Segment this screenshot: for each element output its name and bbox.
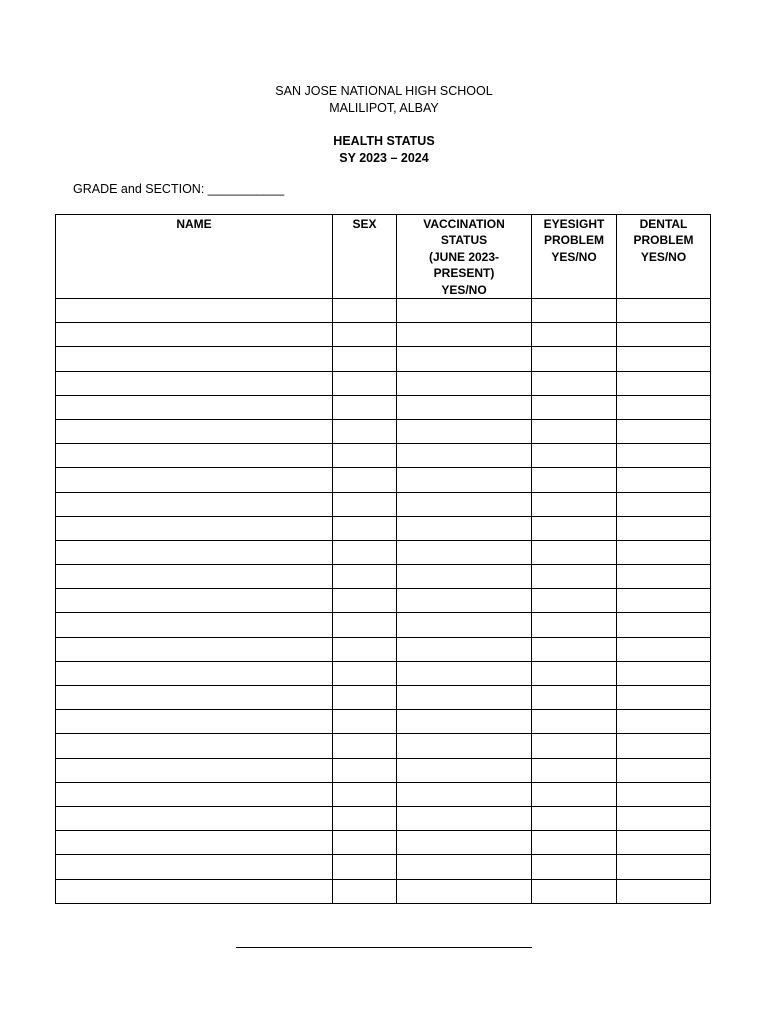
table-row [56,565,711,589]
grade-section-line [73,181,284,197]
table-row [56,323,711,347]
sex-cell[interactable] [333,686,397,710]
header-line: PROBLEM [544,233,604,248]
eyesight-cell[interactable] [532,734,617,758]
header-line: PROBLEM [633,233,694,248]
table-row [56,855,711,879]
eyesight-cell[interactable] [532,540,617,564]
vaccination-cell[interactable] [397,419,532,443]
name-cell[interactable] [56,734,333,758]
dental-cell[interactable] [617,661,711,685]
dental-cell[interactable] [617,831,711,855]
dental-cell[interactable] [617,540,711,564]
sex-cell[interactable] [333,540,397,564]
table-row [56,710,711,734]
sex-cell[interactable] [333,710,397,734]
dental-cell[interactable] [617,613,711,637]
name-cell[interactable] [56,299,333,323]
dental-cell[interactable] [617,806,711,830]
sex-cell[interactable] [333,492,397,516]
column-header-vaccination-status [397,215,532,299]
name-cell[interactable] [56,492,333,516]
vaccination-cell[interactable] [397,710,532,734]
dental-cell[interactable] [617,565,711,589]
eyesight-cell[interactable] [532,710,617,734]
dental-cell[interactable] [617,734,711,758]
header-line: EYESIGHT [543,217,605,231]
vaccination-cell[interactable] [397,879,532,903]
name-cell[interactable] [56,419,333,443]
vaccination-cell[interactable] [397,734,532,758]
eyesight-cell[interactable] [532,419,617,443]
eyesight-cell[interactable] [532,492,617,516]
eyesight-cell[interactable] [532,758,617,782]
table-row [56,782,711,806]
column-header-name [56,215,333,299]
table-row [56,492,711,516]
title-main: HEALTH STATUS [333,134,435,148]
name-cell[interactable] [56,516,333,540]
vaccination-cell[interactable] [397,782,532,806]
header-line: YES/NO [551,249,597,264]
eyesight-cell[interactable] [532,323,617,347]
eyesight-cell[interactable] [532,589,617,613]
vaccination-cell[interactable] [397,468,532,492]
vaccination-cell[interactable] [397,589,532,613]
table-row [56,806,711,830]
sex-cell[interactable] [333,879,397,903]
vaccination-cell[interactable] [397,371,532,395]
table-row [56,468,711,492]
header-line: YES/NO [640,249,687,264]
header-line: VACCINATION [423,217,505,231]
eyesight-cell[interactable] [532,468,617,492]
header-line: YES/NO [441,282,487,297]
name-cell[interactable] [56,758,333,782]
signature-line [236,945,532,948]
name-cell[interactable] [56,806,333,830]
sex-cell[interactable] [333,444,397,468]
sex-cell[interactable] [333,468,397,492]
sex-cell[interactable] [333,589,397,613]
dental-cell[interactable] [617,758,711,782]
name-cell[interactable] [56,637,333,661]
vaccination-cell[interactable] [397,395,532,419]
school-name: SAN JOSE NATIONAL HIGH SCHOOL [275,84,493,98]
eyesight-cell[interactable] [532,806,617,830]
table-row [56,686,711,710]
table-row [56,734,711,758]
dental-cell[interactable] [617,710,711,734]
vaccination-cell[interactable] [397,613,532,637]
name-cell[interactable] [56,371,333,395]
table-row [56,637,711,661]
column-header-eyesight-problem [532,215,617,299]
eyesight-cell[interactable] [532,855,617,879]
dental-cell[interactable] [617,323,711,347]
vaccination-cell[interactable] [397,855,532,879]
sex-cell[interactable] [333,299,397,323]
table-row [56,758,711,782]
column-header-dental-problem [617,215,711,299]
dental-cell[interactable] [617,395,711,419]
eyesight-cell[interactable] [532,299,617,323]
vaccination-cell[interactable] [397,806,532,830]
table-row [56,444,711,468]
column-header-sex [333,215,397,299]
table-row [56,299,711,323]
document-title [0,133,768,166]
sex-cell[interactable] [333,347,397,371]
header-line: STATUS [440,233,488,248]
eyesight-cell[interactable] [532,516,617,540]
dental-cell[interactable] [617,516,711,540]
name-cell[interactable] [56,468,333,492]
dental-cell[interactable] [617,637,711,661]
vaccination-cell[interactable] [397,565,532,589]
table-row [56,419,711,443]
name-cell[interactable] [56,347,333,371]
name-cell[interactable] [56,323,333,347]
name-cell[interactable] [56,879,333,903]
name-cell[interactable] [56,395,333,419]
vaccination-cell[interactable] [397,492,532,516]
dental-cell[interactable] [617,468,711,492]
sex-cell[interactable] [333,516,397,540]
name-cell[interactable] [56,710,333,734]
name-cell[interactable] [56,855,333,879]
sex-cell[interactable] [333,371,397,395]
table-row [56,589,711,613]
name-cell[interactable] [56,613,333,637]
table-row [56,879,711,903]
eyesight-cell[interactable] [532,879,617,903]
name-cell[interactable] [56,661,333,685]
table-row [56,540,711,564]
sex-cell[interactable] [333,661,397,685]
sex-cell[interactable] [333,734,397,758]
header-line: SEX [352,217,377,231]
dental-cell[interactable] [617,419,711,443]
sex-cell[interactable] [333,395,397,419]
vaccination-cell[interactable] [397,299,532,323]
vaccination-cell[interactable] [397,758,532,782]
vaccination-cell[interactable] [397,661,532,685]
eyesight-cell[interactable] [532,613,617,637]
name-cell[interactable] [56,565,333,589]
eyesight-cell[interactable] [532,686,617,710]
eyesight-cell[interactable] [532,347,617,371]
header-line: NAME [176,217,212,231]
vaccination-cell[interactable] [397,831,532,855]
dental-cell[interactable] [617,686,711,710]
name-cell[interactable] [56,444,333,468]
sex-cell[interactable] [333,323,397,347]
vaccination-cell[interactable] [397,637,532,661]
table-row [56,516,711,540]
school-location: MALILIPOT, ALBAY [329,100,439,115]
sex-cell[interactable] [333,419,397,443]
table-row [56,613,711,637]
dental-cell[interactable] [617,782,711,806]
dental-cell[interactable] [617,855,711,879]
health-status-table [55,214,711,904]
name-cell[interactable] [56,831,333,855]
dental-cell[interactable] [617,589,711,613]
school-header [0,83,768,116]
sex-cell[interactable] [333,806,397,830]
eyesight-cell[interactable] [532,831,617,855]
sex-cell[interactable] [333,613,397,637]
dental-cell[interactable] [617,371,711,395]
table-row [56,831,711,855]
grade-section-blank: ___________ [207,182,285,196]
name-cell[interactable] [56,540,333,564]
eyesight-cell[interactable] [532,782,617,806]
table-body [56,299,711,904]
eyesight-cell[interactable] [532,444,617,468]
sex-cell[interactable] [333,758,397,782]
grade-section-label: GRADE and SECTION: [73,182,205,196]
name-cell[interactable] [56,686,333,710]
dental-cell[interactable] [617,299,711,323]
name-cell[interactable] [56,589,333,613]
sex-cell[interactable] [333,565,397,589]
title-school-year: SY 2023 – 2024 [339,150,429,165]
eyesight-cell[interactable] [532,371,617,395]
header-line: (JUNE 2023- [428,249,500,264]
vaccination-cell[interactable] [397,516,532,540]
table-row [56,347,711,371]
vaccination-cell[interactable] [397,444,532,468]
vaccination-cell[interactable] [397,540,532,564]
table-row [56,371,711,395]
header-line: DENTAL [639,217,688,231]
sex-cell[interactable] [333,782,397,806]
vaccination-cell[interactable] [397,323,532,347]
table-row [56,661,711,685]
eyesight-cell[interactable] [532,661,617,685]
eyesight-cell[interactable] [532,637,617,661]
sex-cell[interactable] [333,855,397,879]
sex-cell[interactable] [333,831,397,855]
table-row [56,395,711,419]
eyesight-cell[interactable] [532,565,617,589]
header-line: PRESENT) [433,266,495,281]
table-header-row [56,215,711,299]
dental-cell[interactable] [617,347,711,371]
vaccination-cell[interactable] [397,686,532,710]
dental-cell[interactable] [617,492,711,516]
dental-cell[interactable] [617,879,711,903]
sex-cell[interactable] [333,637,397,661]
dental-cell[interactable] [617,444,711,468]
eyesight-cell[interactable] [532,395,617,419]
name-cell[interactable] [56,782,333,806]
vaccination-cell[interactable] [397,347,532,371]
